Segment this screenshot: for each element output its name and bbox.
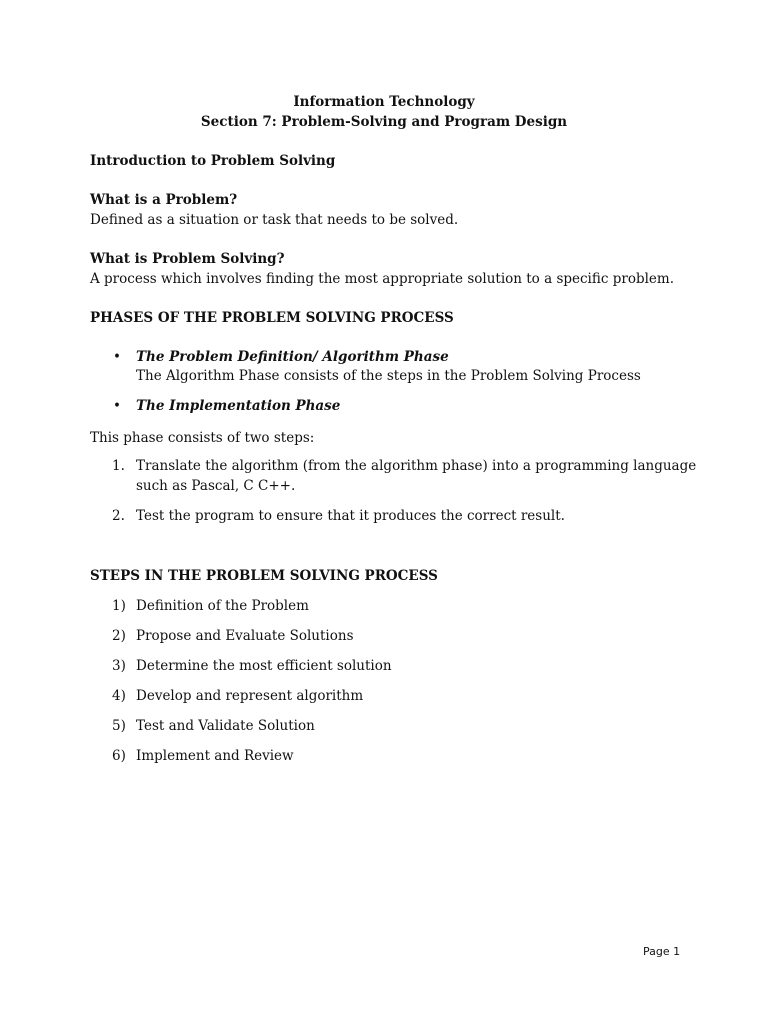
phase-title: The Problem Definition/ Algorithm Phase — [136, 349, 449, 365]
problem-definition: Defined as a situation or task that needs to be solved. — [90, 212, 459, 228]
list-number: 1. — [112, 458, 125, 474]
list-text-continued: such as Pascal, C C++. — [136, 478, 296, 494]
phase-item — [0, 349, 768, 389]
list-item — [0, 508, 768, 528]
list-number: 3) — [112, 658, 126, 674]
phases-heading: PHASES OF THE PROBLEM SOLVING PROCESS — [90, 310, 454, 326]
problem-solving-heading: What is Problem Solving? — [90, 251, 285, 267]
list-item — [0, 658, 768, 678]
list-text: Definition of the Problem — [136, 598, 309, 614]
phase-title: The Implementation Phase — [136, 398, 341, 414]
phase-item — [0, 398, 768, 418]
list-number: 1) — [112, 598, 126, 614]
steps-intro: This phase consists of two steps: — [90, 430, 315, 446]
list-text: Develop and represent algorithm — [136, 688, 364, 704]
problem-solving-definition: A process which involves finding the most appropriate solution to a specific problem. — [90, 271, 675, 287]
list-text: Translate the algorithm (from the algorithm phase) into a programming language — [136, 458, 697, 474]
bullet-marker: • — [113, 398, 121, 414]
list-number: 2. — [112, 508, 125, 524]
list-number: 4) — [112, 688, 126, 704]
phase-description: The Algorithm Phase consists of the steps in the Problem Solving Process — [136, 368, 641, 384]
intro-heading: Introduction to Problem Solving — [90, 153, 336, 169]
bullet-marker: • — [113, 349, 121, 365]
list-text: Determine the most efficient solution — [136, 658, 392, 674]
list-number: 5) — [112, 718, 126, 734]
list-item — [0, 718, 768, 738]
list-item — [0, 688, 768, 708]
steps-heading: STEPS IN THE PROBLEM SOLVING PROCESS — [90, 568, 438, 584]
list-item — [0, 598, 768, 618]
list-text: Test and Validate Solution — [136, 718, 315, 734]
list-text: Test the program to ensure that it produces the correct result. — [136, 508, 565, 524]
list-item — [0, 458, 768, 498]
document-title: Information Technology — [293, 94, 475, 110]
page-number: Page 1 — [643, 945, 681, 958]
list-text: Propose and Evaluate Solutions — [136, 628, 354, 644]
list-text: Implement and Review — [136, 748, 294, 764]
list-item — [0, 628, 768, 648]
document-subtitle: Section 7: Problem-Solving and Program Design — [200, 114, 568, 130]
list-item — [0, 748, 768, 768]
list-number: 6) — [112, 748, 126, 764]
list-number: 2) — [112, 628, 126, 644]
problem-heading: What is a Problem? — [90, 192, 238, 208]
